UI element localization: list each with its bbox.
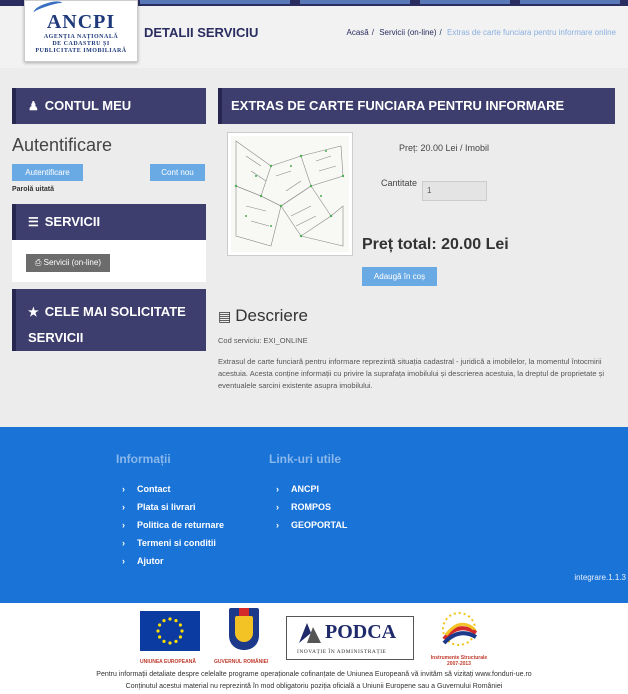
footer-link-ancpi[interactable]: › ANCPI — [276, 484, 320, 494]
unit-price: Preț: 20.00 Lei / Imobil — [399, 143, 490, 153]
service-code: Cod serviciu: EXI_ONLINE — [218, 336, 308, 345]
star-icon: ★ — [28, 305, 39, 319]
quantity-value: 1 — [427, 186, 432, 195]
services-panel — [12, 240, 206, 282]
info-links — [122, 480, 224, 570]
podca-mark-icon — [299, 623, 321, 643]
podca-logo: PODCA INOVAȚIE ÎN ADMINISTRAȚIE — [286, 616, 414, 660]
partner-logos — [0, 603, 628, 694]
logo-name: ANCPI — [46, 11, 116, 33]
eu-caption: UNIUNEA EUROPEANĂ — [140, 659, 196, 665]
version-label: integrare.1.1.3 — [574, 573, 626, 582]
romania-crest-icon — [229, 608, 259, 650]
breadcrumb-home[interactable]: Acasă — [346, 28, 369, 37]
print-icon: ⎙ — [35, 258, 42, 267]
gov-caption: GUVERNUL ROMÂNIEI — [214, 659, 269, 665]
footer — [0, 427, 628, 603]
description-text: Extrasul de carte funciară pentru informare reprezintă situația cadastral - juridică a imobilelor, la momentul întocmirii acestuia. Acesta conține informații cu privire la suprafața imobilului și descrierea acestuia, la dreptul de proprietate și eventualele sarcini existente asupra imobilului. — [218, 357, 605, 390]
list-icon: ☰ — [28, 215, 39, 229]
product-title: EXTRAS DE CARTE FUNCIARA PENTRU INFORMARE — [218, 88, 615, 124]
footer-link-terms[interactable]: › Termeni si conditii — [122, 538, 216, 548]
structural-instruments-logo — [436, 609, 482, 651]
product-image[interactable] — [227, 132, 353, 256]
logo-line: DE CADASTRU ȘI — [52, 41, 110, 47]
ancpi-logo[interactable] — [24, 0, 138, 62]
add-to-cart-button[interactable]: Adaugă în coș — [362, 267, 437, 286]
header — [0, 0, 628, 68]
services-heading: ☰ SERVICII — [12, 204, 206, 240]
disclaimer-line-1: Pentru informații detaliate despre celelalte programe operaționale cofinanțate de Uniunea Europeană vă invităm să vizitați www.fonduri-ue.ro — [96, 671, 532, 678]
footer-link-geoportal[interactable]: › GEOPORTAL — [276, 520, 348, 530]
total-price: Preț total: 20.00 Lei — [362, 236, 509, 253]
breadcrumb: Acasă / Servicii (on-line) / Extras de carte funciara pentru informare online — [346, 28, 616, 37]
footer-link-contact[interactable]: › Contact — [122, 484, 171, 494]
structural-instruments-caption: Instrumente Structurale 2007-2013 — [430, 655, 488, 667]
info-heading: Informații — [116, 452, 171, 466]
forgot-password-link[interactable]: Parolă uitată — [12, 186, 55, 193]
online-services-button[interactable]: ⎙ Servicii (on-line) — [26, 254, 110, 272]
login-button[interactable]: Autentificare — [12, 164, 83, 181]
account-heading: ♟ CONTUL MEU — [12, 88, 206, 124]
logo-line: PUBLICITATE IMOBILIARĂ — [35, 48, 127, 54]
disclaimer-line-2: Conținutul acestui material nu reprezintă în mod obligatoriu poziția oficială a Uniunii Europene sau a Guvernului României — [125, 683, 503, 690]
new-account-button[interactable]: Cont nou — [150, 164, 205, 181]
description-heading: ▤ Descriere — [218, 306, 308, 325]
footer-link-help[interactable]: › Ajutor — [122, 556, 164, 566]
footer-link-returns[interactable]: › Politica de returnare — [122, 520, 225, 530]
useful-links-heading: Link-uri utile — [269, 452, 341, 466]
user-icon: ♟ — [28, 99, 39, 113]
footer-link-rompos[interactable]: › ROMPOS — [276, 502, 332, 512]
document-icon: ▤ — [218, 308, 232, 324]
page-title: DETALII SERVICIU — [144, 25, 259, 40]
useful-links — [276, 480, 347, 534]
quantity-input[interactable] — [422, 181, 487, 201]
eu-flag-icon — [140, 611, 200, 651]
logo-line: AGENȚIA NAȚIONALĂ — [43, 34, 119, 40]
popular-heading: ★ CELE MAI SOLICITATE SERVICII — [12, 289, 206, 351]
breadcrumb-services[interactable]: Servicii (on-line) — [379, 28, 437, 37]
auth-title: Autentificare — [12, 135, 113, 155]
cadastral-map-image — [231, 136, 349, 252]
breadcrumb-current: Extras de carte funciara pentru informare online — [447, 28, 616, 37]
footer-link-payment[interactable]: › Plata si livrari — [122, 502, 196, 512]
quantity-label: Cantitate — [381, 178, 418, 188]
